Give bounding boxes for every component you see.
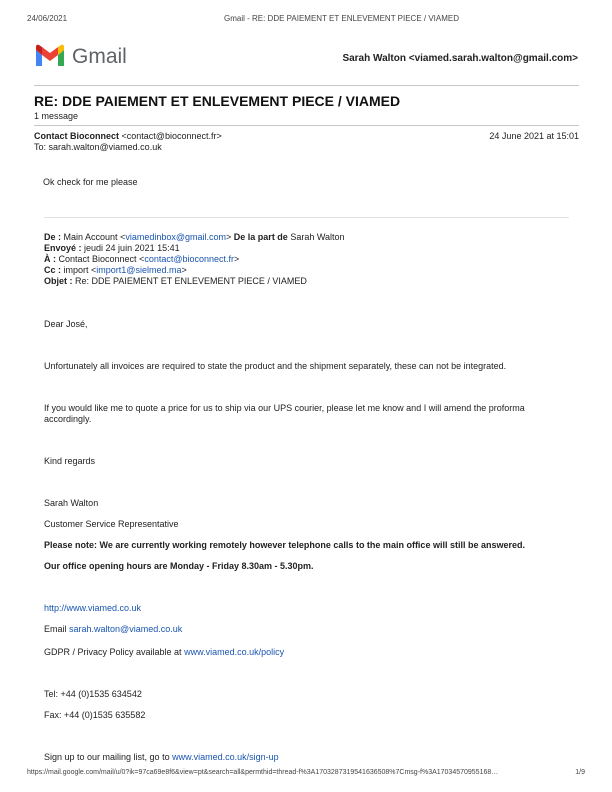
- fax: Fax: +44 (0)1535 635582: [44, 710, 146, 720]
- print-title: Gmail - RE: DDE PAIEMENT ET ENLEVEMENT PIECE / VIAMED: [224, 14, 460, 23]
- opening-hours-note: Our office opening hours are Monday - Friday 8.30am - 5.30pm.: [44, 561, 314, 571]
- paragraph-invoices: Unfortunately all invoices are required to state the product and the shipment separately, these can not be integrated.: [44, 361, 507, 371]
- quoted-from: [44, 232, 345, 242]
- signature-title: Customer Service Representative: [44, 519, 179, 529]
- cc-close: >: [181, 265, 187, 275]
- email-link[interactable]: sarah.walton@viamed.co.uk: [69, 624, 183, 634]
- header-divider: [34, 85, 579, 86]
- paragraph-shipping: If you would like me to quote a price for us to ship via our UPS courier, please let me know and I will amend the proforma accordingly.: [44, 403, 525, 424]
- gdpr-link[interactable]: www.viamed.co.uk/policy: [184, 647, 285, 657]
- signup-line: [44, 752, 279, 762]
- sender-email: <contact@bioconnect.fr>: [121, 131, 222, 141]
- email-line: [44, 624, 182, 634]
- gdpr-label: GDPR / Privacy Policy available at: [44, 647, 182, 657]
- email-label: Email: [44, 624, 67, 634]
- message-count: 1 message: [34, 111, 79, 121]
- a-close: >: [234, 254, 240, 264]
- de-label: De :: [44, 232, 62, 242]
- print-date: 24/06/2021: [27, 14, 68, 23]
- greeting: Dear José,: [44, 319, 88, 329]
- gmail-wordmark: Gmail: [72, 45, 127, 68]
- message-date: 24 June 2021 at 15:01: [489, 131, 579, 141]
- thread-subject: RE: DDE PAIEMENT ET ENLEVEMENT PIECE / VIAMED: [34, 93, 401, 109]
- signup-label: Sign up to our mailing list, go to: [44, 752, 170, 762]
- reply-text: Ok check for me please: [43, 177, 138, 187]
- de-part-name: Sarah Walton: [290, 232, 345, 242]
- a-email-link[interactable]: contact@bioconnect.fr: [144, 254, 235, 264]
- de-close: >: [226, 232, 232, 242]
- kind-regards: Kind regards: [44, 456, 96, 466]
- print-page-number: 1/9: [575, 769, 585, 776]
- quoted-cc: [44, 265, 187, 275]
- de-email-link[interactable]: viamedinbox@gmail.com: [125, 232, 227, 242]
- telephone: Tel: +44 (0)1535 634542: [44, 689, 142, 699]
- signup-link[interactable]: www.viamed.co.uk/sign-up: [172, 752, 279, 762]
- signature-name: Sarah Walton: [44, 498, 99, 508]
- a-name: Contact Bioconnect <: [58, 254, 145, 264]
- envoye-value: jeudi 24 juin 2021 15:41: [84, 243, 180, 253]
- sender-name: Contact Bioconnect: [34, 131, 120, 141]
- gmail-m-icon: [34, 44, 66, 68]
- print-url: https://mail.google.com/mail/u/0?ik=97ca69e8f6&view=pt&search=all&permthid=thread-f%3A1703287319541636508%7Cmsg-f%3A17034570955168…: [27, 769, 499, 776]
- subject-divider: [34, 125, 579, 126]
- message-sender: [34, 131, 222, 141]
- objet-value: Re: DDE PAIEMENT ET ENLEVEMENT PIECE / VIAMED: [75, 276, 307, 286]
- quoted-sent: [44, 243, 180, 253]
- cc-email-link[interactable]: import1@sielmed.ma: [96, 265, 182, 275]
- cc-name: import <: [63, 265, 97, 275]
- remote-work-note: Please note: We are currently working remotely however telephone calls to the main office will still be answered.: [44, 540, 525, 550]
- envoye-label: Envoyé :: [44, 243, 82, 253]
- quoted-subject: [44, 276, 307, 286]
- a-label: À :: [44, 254, 56, 264]
- message-recipient: To: sarah.walton@viamed.co.uk: [34, 142, 162, 152]
- quoted-to: [44, 254, 239, 264]
- de-name: Main Account <: [63, 232, 126, 242]
- gmail-logo: [34, 44, 128, 72]
- account-identity: Sarah Walton <viamed.sarah.walton@gmail.com>: [342, 53, 578, 64]
- cc-label: Cc :: [44, 265, 62, 275]
- gdpr-line: [44, 647, 284, 657]
- de-part-label: De la part de: [233, 232, 288, 242]
- quote-divider: [44, 217, 569, 218]
- website-link[interactable]: http://www.viamed.co.uk: [44, 603, 142, 613]
- objet-label: Objet :: [44, 276, 73, 286]
